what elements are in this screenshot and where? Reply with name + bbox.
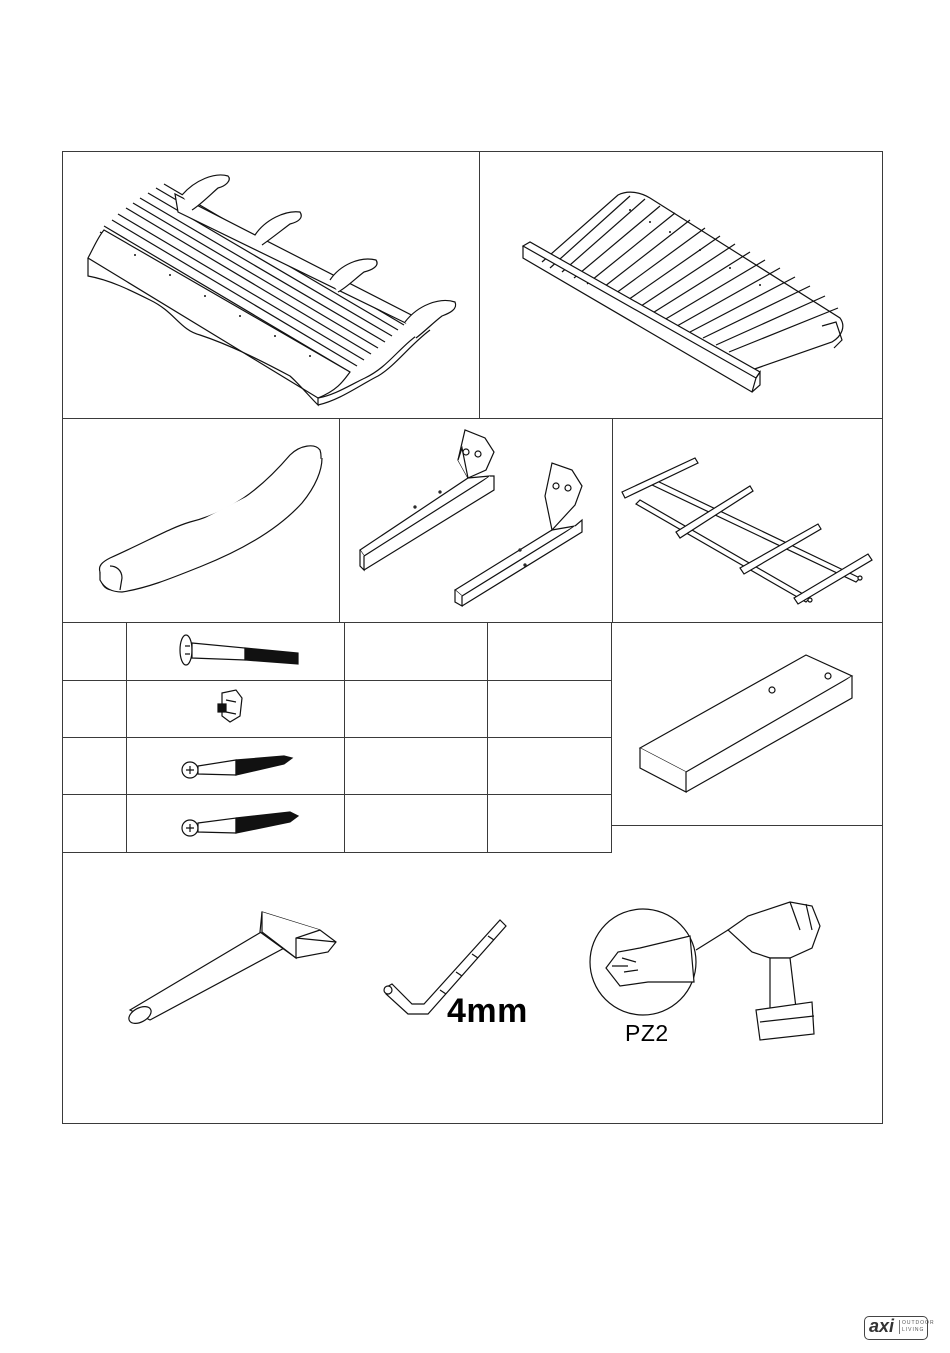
brand-logo — [864, 1316, 935, 1340]
brand-name: axi — [869, 1316, 895, 1336]
hex-key-size-label: 4mm — [447, 992, 528, 1030]
bit-type-label: PZ2 — [625, 1020, 669, 1046]
brand-tagline: OUTDOOR LIVING — [899, 1320, 930, 1334]
